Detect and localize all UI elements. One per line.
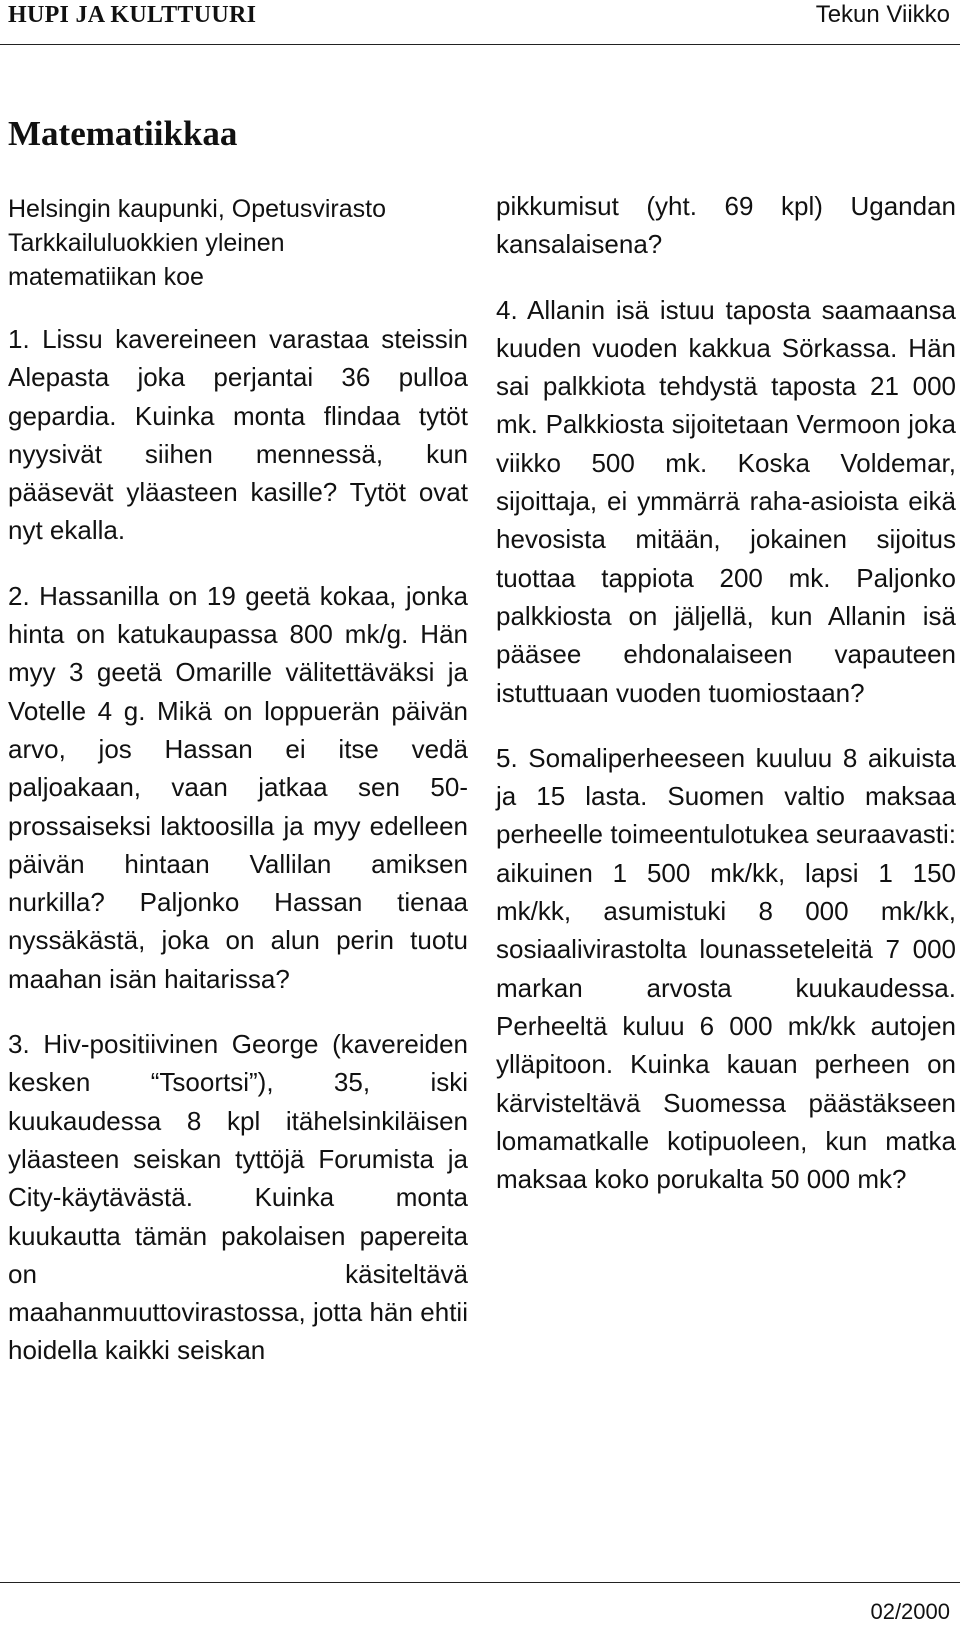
intro-line: Helsingin kaupunki, Opetusvirasto [8, 195, 386, 223]
intro-line: matematiikan koe [8, 263, 204, 291]
publication-name: Tekun Viikko [815, 1, 950, 28]
footer-divider [0, 1582, 960, 1583]
header-divider [0, 44, 960, 45]
question-4: 4. Allanin isä istuu taposta saamaansa kuuden vuoden kakkua Sörkassa. Hän sai palkkiota tehdystä taposta 21 000 mk. Palkkiosta sijoitetaan Vermoon joka viikko 500 mk. Koska Voldemar, sijoittaja, ei ymmärrä raha-asioista eikä hevosista mitään, jokainen sijoitus tuottaa tappiota 200 mk. Paljonko palkkiosta on jäljellä, kun Allanin isä pääsee ehdonalaiseen vapauteen istuttuaan vuoden tuomiostaan? [496, 294, 956, 708]
article-title: Matematiikkaa [8, 114, 238, 153]
article-intro [8, 192, 468, 294]
intro-line: Tarkkailuluokkien yleinen [8, 229, 285, 257]
question-3-part-1: 3. Hiv-positiivinen George (kavereiden kesken “Tsoortsi”), 35, iski kuukaudessa 8 kpl itähelsinkiläisen yläasteen seiskan tyttöjä Forumista ja City-käytävästä. Kuinka monta kuukautta tämän pakolaisen papereita on käsiteltävä maahanmuuttovirastossa, jotta hän ehtii hoidella kaikki seiskan [8, 1029, 468, 1366]
left-column [8, 192, 468, 1370]
question-2: 2. Hassanilla on 19 geetä kokaa, jonka hinta on katukaupassa 800 mk/g. Hän myy 3 geetä Omarille välitettäväksi ja Votelle 4 g. Mikä on loppuerän päivän arvo, jos Hassan ei itse vedä paljoakaan, vaan jatkaa sen 50-prossaiseksi laktoosilla ja myy edelleen päivän hintaan Vallilan amiksen nurkilla? Paljonko Hassan tienaa nyssäkästä, joka on alun perin tuotu maahan isän haitarissa? [8, 580, 468, 994]
question-3-part-2: pikkumisut (yht. 69 kpl) Ugandan kansalaisena? [496, 191, 956, 260]
question-1: 1. Lissu kavereineen varastaa steissin Alepasta joka perjantai 36 pulloa gepardia. Kuinka monta flindaa tytöt nyysivät siihen mennessä, kun pääsevät yläasteen kasille? Tytöt ovat nyt ekalla. [8, 324, 468, 546]
question-5: 5. Somaliperheeseen kuuluu 8 aikuista ja 15 lasta. Suomen valtio maksaa perheelle toimeentulotukea seuraavasti: aikuinen 1 500 mk/kk, lapsi 1 150 mk/kk, asumistuki 8 000 mk/kk, sosiaalivirastolta lounasseteleitä 7 000 markan arvosta kuukaudessa. Perheeltä kuluu 6 000 mk/kk autojen ylläpitoon. Kuinka kauan perheen on kärvisteltävä Suomessa päästäkseen lomamatkalle kotipuoleen, kun matka maksaa koko porukalta 50 000 mk? [496, 742, 956, 1195]
issue-number: 02/2000 [870, 1599, 950, 1624]
right-column [496, 187, 956, 1198]
section-header: HUPI JA KULTTUURI [8, 2, 257, 28]
